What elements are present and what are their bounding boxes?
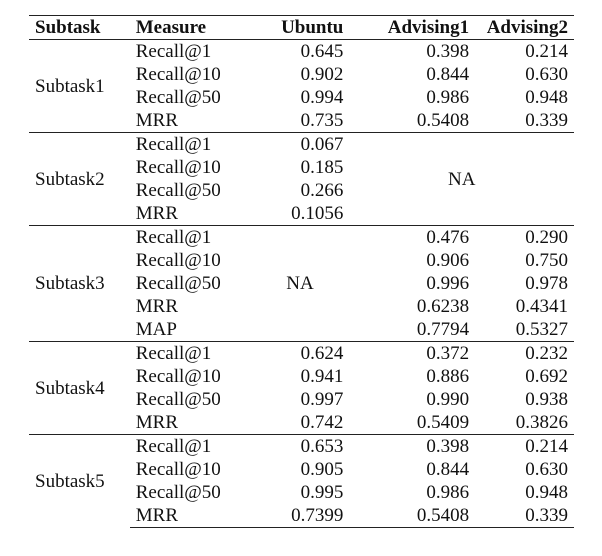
measure-cell: Recall@10	[135, 459, 221, 480]
na-cell: NA	[251, 226, 350, 342]
ubuntu-cell: 0.067	[251, 133, 350, 157]
advising1-cell: 0.398	[349, 40, 475, 64]
advising2-cell: 0.214	[475, 435, 574, 459]
advising1-cell: 0.996	[426, 273, 470, 294]
advising2-cell: 0.630	[525, 459, 568, 480]
measure-cell: Recall@50	[135, 273, 221, 294]
ubuntu-cell: 0.742	[300, 412, 344, 433]
subtask-label: Subtask5	[29, 435, 130, 528]
advising2-cell: 0.4341	[515, 296, 568, 317]
measure-cell: Recall@1	[130, 226, 251, 250]
ubuntu-cell: 0.1056	[291, 203, 344, 224]
header-advising2: Advising2	[486, 17, 568, 38]
ubuntu-cell: 0.997	[300, 389, 344, 410]
advising1-cell: 0.6238	[416, 296, 470, 317]
measure-cell: MRR	[135, 296, 178, 317]
advising2-cell: 0.214	[475, 40, 574, 64]
advising1-cell: 0.5409	[416, 412, 470, 433]
ubuntu-cell: 0.624	[251, 342, 350, 366]
table-row	[29, 226, 574, 250]
measure-cell: Recall@10	[135, 157, 221, 178]
header-subtask: Subtask	[35, 17, 101, 38]
na-cell: NA	[349, 133, 574, 226]
measure-cell: MAP	[135, 319, 177, 340]
table-row	[29, 435, 574, 459]
ubuntu-cell: 0.7399	[251, 504, 350, 528]
table-row	[29, 133, 574, 157]
measure-cell: Recall@10	[135, 250, 221, 271]
advising2-cell: 0.692	[525, 366, 568, 387]
subtask-group	[29, 226, 574, 342]
measure-cell: Recall@10	[135, 366, 221, 387]
advising1-cell: 0.990	[426, 389, 470, 410]
advising1-cell: 0.398	[349, 435, 475, 459]
advising2-cell: 0.5327	[515, 319, 568, 340]
measure-cell: Recall@1	[130, 342, 251, 366]
advising1-cell: 0.5408	[349, 504, 475, 528]
ubuntu-cell: 0.266	[300, 180, 344, 201]
advising2-cell: 0.948	[525, 87, 568, 108]
subtask-label: Subtask2	[29, 133, 130, 226]
advising2-cell: 0.3826	[515, 412, 568, 433]
ubuntu-cell: 0.905	[300, 459, 344, 480]
measure-cell: MRR	[135, 110, 178, 131]
advising1-cell: 0.7794	[416, 319, 470, 340]
table-row	[29, 40, 574, 64]
results-table	[29, 15, 574, 528]
measure-cell: MRR	[130, 504, 251, 528]
advising1-cell: 0.476	[349, 226, 475, 250]
advising1-cell: 0.844	[426, 64, 470, 85]
advising2-cell: 0.339	[475, 504, 574, 528]
measure-cell: Recall@50	[135, 180, 221, 201]
ubuntu-cell: 0.185	[300, 157, 344, 178]
measure-cell: Recall@1	[130, 40, 251, 64]
subtask-group	[29, 342, 574, 435]
ubuntu-cell: 0.941	[300, 366, 344, 387]
advising2-cell: 0.938	[525, 389, 568, 410]
table-header	[29, 16, 574, 40]
measure-cell: Recall@50	[135, 389, 221, 410]
measure-cell: Recall@50	[135, 482, 221, 503]
measure-cell: Recall@50	[135, 87, 221, 108]
subtask-label: Subtask3	[29, 226, 130, 342]
advising2-cell: 0.630	[525, 64, 568, 85]
advising1-cell: 0.5408	[416, 110, 470, 131]
ubuntu-cell: 0.902	[300, 64, 344, 85]
ubuntu-cell: 0.653	[251, 435, 350, 459]
advising2-cell: 0.750	[525, 250, 568, 271]
advising1-cell: 0.986	[426, 87, 470, 108]
measure-cell: MRR	[135, 412, 178, 433]
ubuntu-cell: 0.735	[300, 110, 344, 131]
advising2-cell: 0.232	[475, 342, 574, 366]
header-row	[29, 16, 574, 40]
advising2-cell: 0.978	[525, 273, 568, 294]
ubuntu-cell: 0.995	[300, 482, 344, 503]
subtask-label: Subtask4	[29, 342, 130, 435]
subtask-group	[29, 435, 574, 528]
advising2-cell: 0.290	[475, 226, 574, 250]
measure-cell: Recall@1	[130, 133, 251, 157]
measure-cell: Recall@1	[130, 435, 251, 459]
subtask-group	[29, 133, 574, 226]
subtask-label: Subtask1	[29, 40, 130, 133]
ubuntu-cell: 0.994	[300, 87, 344, 108]
advising1-cell: 0.906	[426, 250, 470, 271]
advising1-cell: 0.986	[426, 482, 470, 503]
header-ubuntu: Ubuntu	[281, 17, 344, 38]
advising1-cell: 0.372	[349, 342, 475, 366]
table-row	[29, 342, 574, 366]
advising1-cell: 0.886	[426, 366, 470, 387]
advising2-cell: 0.339	[525, 110, 568, 131]
measure-cell: Recall@10	[135, 64, 221, 85]
ubuntu-cell: 0.645	[251, 40, 350, 64]
advising2-cell: 0.948	[525, 482, 568, 503]
subtask-group	[29, 40, 574, 133]
measure-cell: MRR	[135, 203, 178, 224]
header-measure: Measure	[135, 17, 207, 38]
advising1-cell: 0.844	[426, 459, 470, 480]
header-advising1: Advising1	[387, 17, 470, 38]
